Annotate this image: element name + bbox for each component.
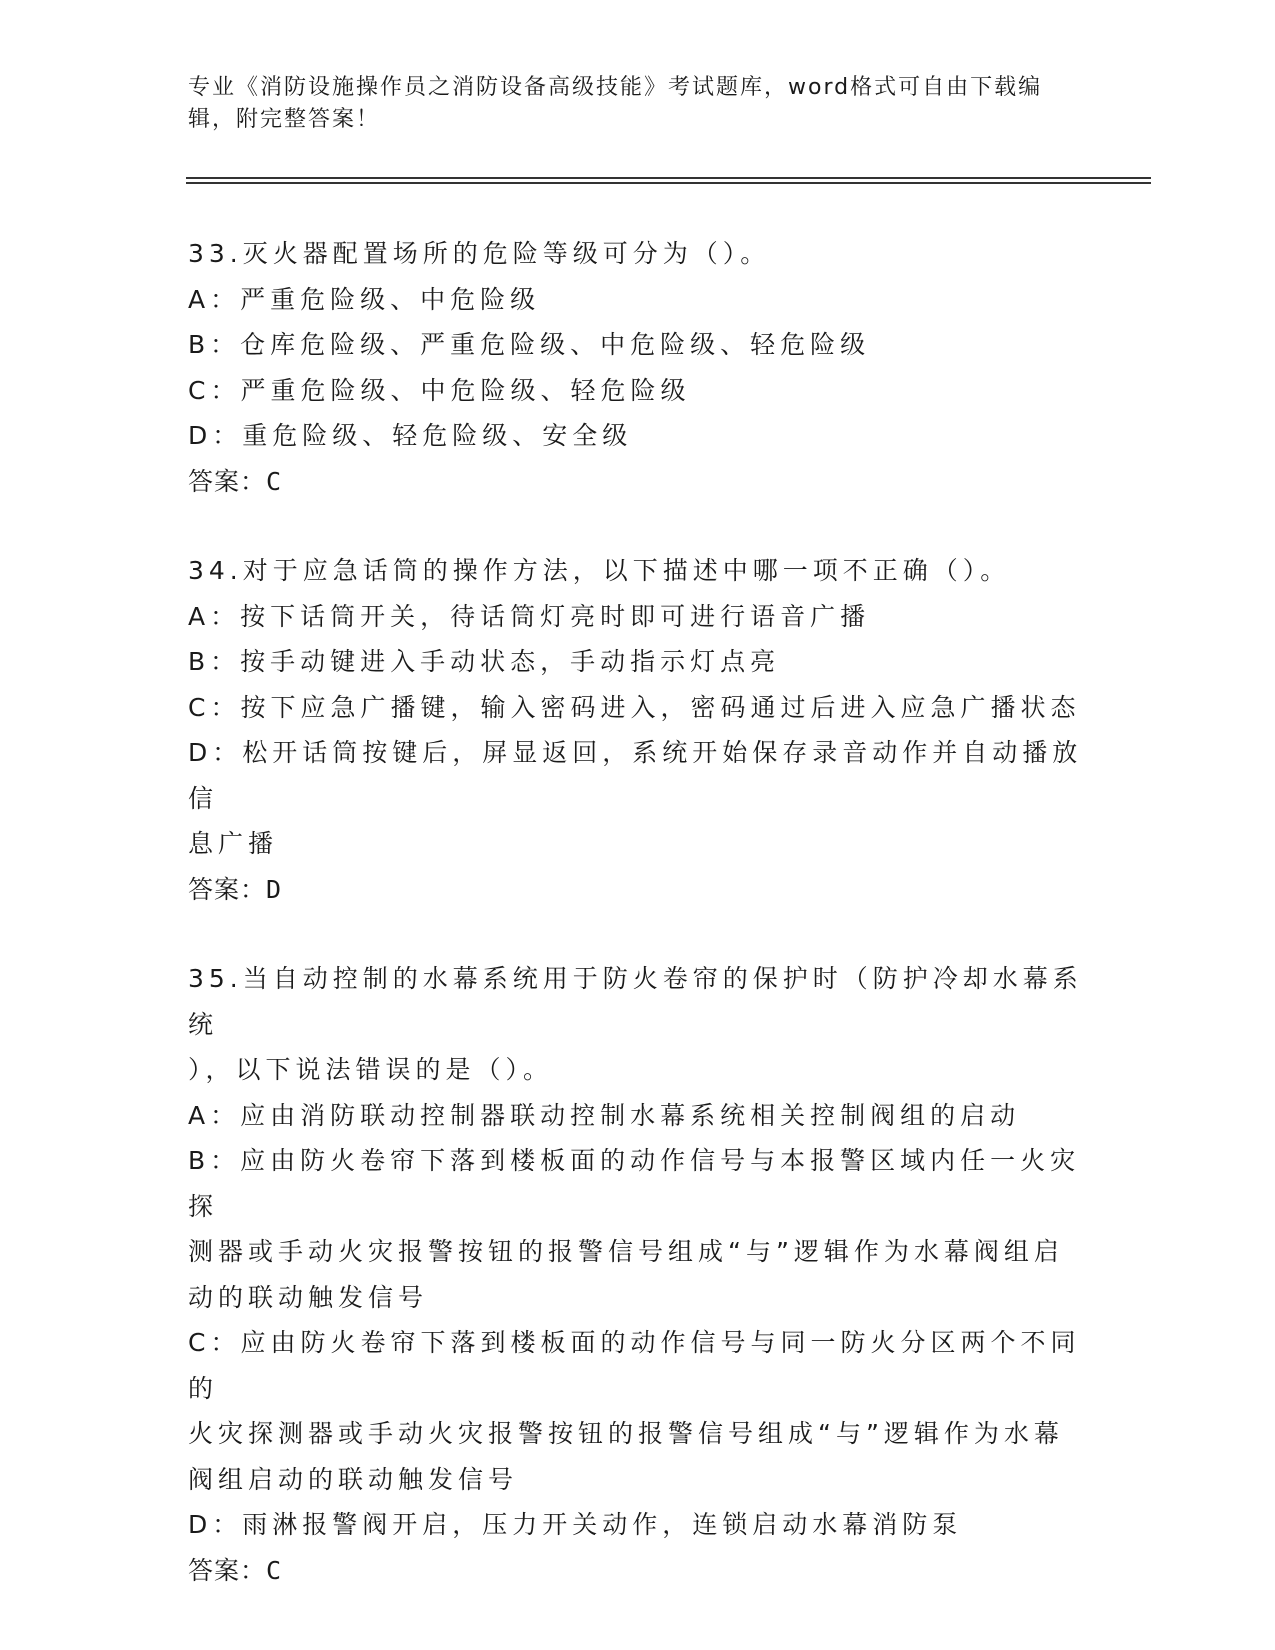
answer-key: [188, 1548, 1088, 1594]
answer-label: 答案：: [188, 466, 267, 496]
answer-option: B：仓库危险级、严重危险级、中危险级、轻危险级: [188, 330, 871, 359]
answer-option: 息广播: [188, 829, 279, 858]
answer-option: B：应由防火卷帘下落到楼板面的动作信号与本报警区域内任一火灾探: [188, 1146, 1081, 1221]
answer-label: 答案：: [188, 1555, 267, 1585]
question-list: [188, 231, 1088, 1637]
header-intro-line-1: 专业《消防设施操作员之消防设备高级技能》考试题库，word格式可自由下载编: [188, 75, 1043, 100]
answer-value: C: [266, 466, 283, 496]
question-stem: 33.灭火器配置场所的危险等级可分为（）。: [188, 239, 771, 268]
question-stem: 35.当自动控制的水幕系统用于防火卷帘的保护时（防护冷却水幕系统: [188, 964, 1083, 1039]
document-header: [188, 72, 1068, 136]
question-block: [188, 548, 1088, 912]
answer-option: B：按手动键进入手动状态，手动指示灯点亮: [188, 647, 781, 676]
question-block: [188, 956, 1088, 1593]
answer-option: 阀组启动的联动触发信号: [188, 1464, 519, 1494]
answer-option: 火灾探测器或手动火灾报警按钮的报警信号组成“与”逻辑作为水幕: [188, 1419, 1064, 1448]
header-intro-line-2: 辑，附完整答案！: [188, 107, 381, 132]
answer-option: A：严重危险级、中危险级: [188, 284, 541, 314]
answer-option: C：严重危险级、中危险级、轻危险级: [188, 375, 691, 405]
answer-option: C：按下应急广播键，输入密码进入，密码通过后进入应急广播状态: [188, 692, 1081, 722]
header-divider-top: [186, 177, 1151, 179]
answer-value: C: [266, 1555, 283, 1585]
answer-option: A：按下话筒开关，待话筒灯亮时即可进行语音广播: [188, 601, 871, 631]
answer-key: [188, 867, 1088, 913]
answer-option: D：重危险级、轻危险级、安全级: [188, 421, 633, 450]
answer-option: D：雨淋报警阀开启，压力开关动作，连锁启动水幕消防泵: [188, 1510, 963, 1539]
question-block: [188, 231, 1088, 504]
answer-option: C：应由防火卷帘下落到楼板面的动作信号与同一防火分区两个不同的: [188, 1328, 1081, 1403]
answer-option: A：应由消防联动控制器联动控制水幕系统相关控制阀组的启动: [188, 1100, 1021, 1130]
question-stem: 34.对于应急话筒的操作方法，以下描述中哪一项不正确（）。: [188, 556, 1011, 585]
answer-option: D：松开话筒按键后，屏显返回，系统开始保存录音动作并自动播放信: [188, 738, 1083, 813]
header-divider-bottom: [186, 182, 1151, 184]
answer-option: 测器或手动火灾报警按钮的报警信号组成“与”逻辑作为水幕阀组启: [188, 1237, 1064, 1266]
answer-label: 答案：: [188, 874, 267, 904]
question-stem: ），以下说法错误的是（）。: [188, 1055, 554, 1084]
answer-value: D: [266, 874, 283, 904]
answer-option: 动的联动触发信号: [188, 1282, 429, 1312]
answer-key: [188, 459, 1088, 505]
